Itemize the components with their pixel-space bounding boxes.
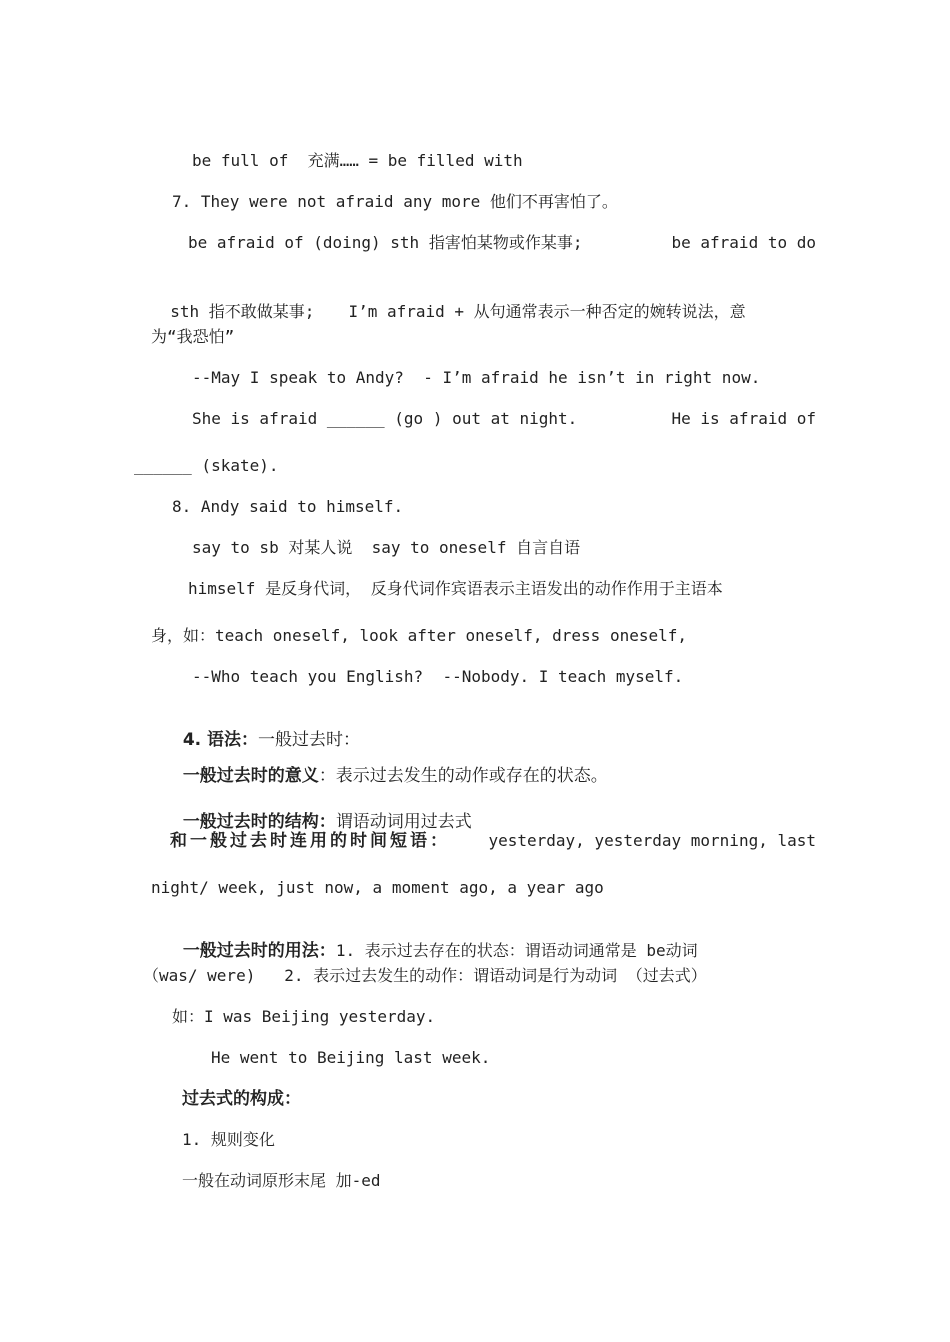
text-line: --Who teach you English? --Nobody. I teach myself. [192,667,684,686]
text-segment: ：表示过去发生的动作或存在的状态。 [318,766,608,786]
text-line: ______ (skate). [134,456,279,475]
text-line [151,279,746,323]
text-segment: 一般过去时： [258,730,361,750]
text-line [172,789,472,833]
text-line: 如：I was Beijing yesterday. [172,1007,436,1026]
text-line [172,743,608,787]
text-line: --May I speak to Andy? - I’m afraid he isn’t in right now. [192,368,761,387]
bold-label: 4. 语法： [182,730,259,750]
text-line [170,830,816,852]
text-line: He went to Beijing last week. [211,1048,491,1067]
bold-label: 一般过去时的用法： [182,941,336,961]
text-line: night/ week, just now, a moment ago, a year ago [151,878,604,897]
text-segment: sth 指不敢做某事; [170,302,315,321]
text-line: himself 是反身代词， 反身代词作宾语表示主语发出的动作作用于主语本 [188,579,723,598]
text-line: （was/ were) 2. 表示过去发生的动作：谓语动词是行为动词 （过去式） [143,966,707,985]
text-line: say to sb 对某人说 say to oneself 自言自语 [192,538,581,557]
text-segment: He is afraid of [671,409,816,428]
text-line: 1. 规则变化 [182,1130,275,1149]
text-segment: She is afraid ______ (go ) out at night. [192,409,578,428]
bold-label: 一般过去时的意义 [182,766,319,786]
text-line: 身，如：teach oneself, look after oneself, dress oneself, [151,626,688,645]
text-segment: yesterday, yesterday morning, last [488,831,816,850]
text-line: 一般在动词原形末尾 加-ed [182,1171,381,1190]
text-line: 7. They were not afraid any more 他们不再害怕了。 [172,192,618,211]
text-line: be full of 充满…… = be filled with [192,151,523,170]
text-line: 为“我恐怕” [151,327,235,346]
text-segment: 1. 表示过去存在的状态：谓语动词通常是 be动词 [335,941,698,960]
text-segment: be afraid of (doing) sth 指害怕某物或作某事; [188,233,583,252]
section-heading: 过去式的构成： [182,1089,301,1109]
text-segment: be afraid to do [671,233,816,252]
text-segment: 谓语动词用过去式 [335,812,472,832]
bold-label: 和一般过去时连用的时间短语： [170,831,450,851]
text-line: 8. Andy said to himself. [172,497,404,516]
text-line [192,408,816,430]
bold-label: 一般过去时的结构： [182,812,336,832]
text-line [188,232,816,254]
text-segment: I’m afraid + 从句通常表示一种否定的婉转说法，意 [348,302,746,321]
text-line [172,918,698,962]
